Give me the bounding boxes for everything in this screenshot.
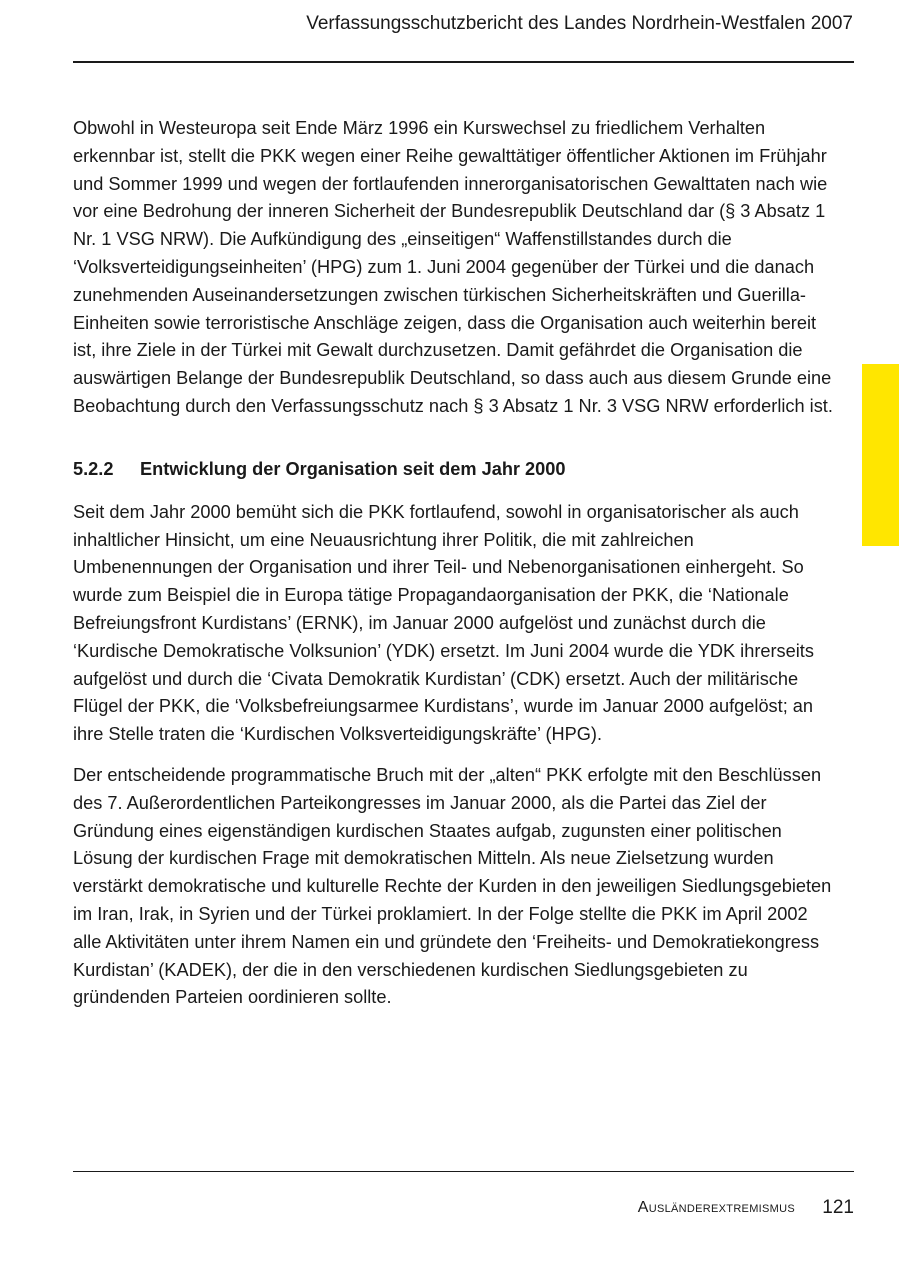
page-body bbox=[73, 115, 833, 1012]
section-heading bbox=[73, 456, 833, 483]
section-number: 5.2.2 bbox=[73, 458, 114, 479]
page-number: 121 bbox=[822, 1197, 854, 1218]
paragraph-programmatic-break: Der entscheidende programmatische Bruch mit der „alten“ PKK erfolgte mit den Beschlüssen des 7. Außerordentlichen Parteikongresses im Januar 2000, als die Partei das Ziel der Gründung eines eigenständigen kurdischen Staates aufgab, zugunsten einer politischen Lösung der kurdischen Frage mit demokratischen Mitteln. Als neue Zielsetzung wurden verstärkt demokratische und kulturelle Rechte der Kurden in den jeweiligen Siedlungsgebieten im Iran, Irak, in Syrien und der Türkei proklamiert. In der Folge stellte die PKK im April 2002 alle Aktivitäten unter ihrem Namen ein und gründete den ‘Freiheits- und Demokratiekongress Kurdistan’ (KADEK), der die in den verschiedenen kurdischen Siedlungsgebieten zu gründenden Parteien oordinieren sollte. bbox=[73, 764, 832, 1008]
footer-divider bbox=[73, 1171, 854, 1172]
section-title: Entwicklung der Organisation seit dem Jahr 2000 bbox=[140, 458, 566, 479]
chapter-thumb-tab bbox=[862, 364, 899, 546]
paragraph-development: Seit dem Jahr 2000 bemüht sich die PKK fortlaufend, sowohl in organisatorischer als auch inhaltlicher Hinsicht, um eine Neuausrichtung ihrer Politik, die mit zahlreichen Umbenennungen der Organisation und ihrer Teil- und Nebenorganisationen einhergeht. So wurde zum Beispiel die in Europa tätige Propagandaorganisation der PKK, die ‘Nationale Befreiungsfront Kurdistans’ (ERNK), im Januar 2000 aufgelöst und zunächst durch die ‘Kurdische Demokratische Volksunion’ (YDK) ersetzt. Im Juni 2004 wurde die YDK ihrerseits aufgelöst und durch die ‘Civata Demokratik Kurdistan’ (CDK) ersetzt. Auch der militärische Flügel der PKK, die ‘Volksbefreiungsarmee Kurdistans’, wurde im Januar 2000 aufgelöst; an ihre Stelle traten die ‘Kurdischen Volksverteidigungskräfte’ (HPG). bbox=[73, 501, 814, 745]
intro-paragraph: Obwohl in Westeuropa seit Ende März 1996 ein Kurswechsel zu friedlichem Verhalten erkennbar ist, stellt die PKK wegen einer Reihe gewalttätiger öffentlicher Aktionen im Frühjahr und Sommer 1999 und wegen der fortlaufenden innerorganisatorischen Gewalttaten nach wie vor eine Bedrohung der inneren Sicherheit der Bundesrepublik Deutschland dar (§ 3 Absatz 1 Nr. 1 VSG NRW). Die Aufkündigung des „einseitigen“ Waffenstillstandes durch die ‘Volksverteidigungseinheiten’ (HPG) zum 1. Juni 2004 gegenüber der Türkei und die danach zunehmenden Auseinandersetzungen zwischen türkischen Sicherheitskräften und Guerilla-Einheiten sowie terroristische Anschläge zeigen, dass die Organisation auch weiterhin bereit ist, ihre Ziele in der Türkei mit Gewalt durchzusetzen. Damit gefährdet die Organisation die auswärtigen Belange der Bundesrepublik Deutschland, so dass auch aus diesem Grunde eine Beobachtung durch den Verfassungsschutz nach § 3 Absatz 1 Nr. 3 VSG NRW erforderlich ist. bbox=[73, 118, 833, 416]
header-divider bbox=[73, 61, 854, 63]
footer-section-label: Ausländerextremismus bbox=[637, 1199, 795, 1216]
running-header: Verfassungsschutzbericht des Landes Nordrhein-Westfalen 2007 bbox=[306, 13, 853, 34]
